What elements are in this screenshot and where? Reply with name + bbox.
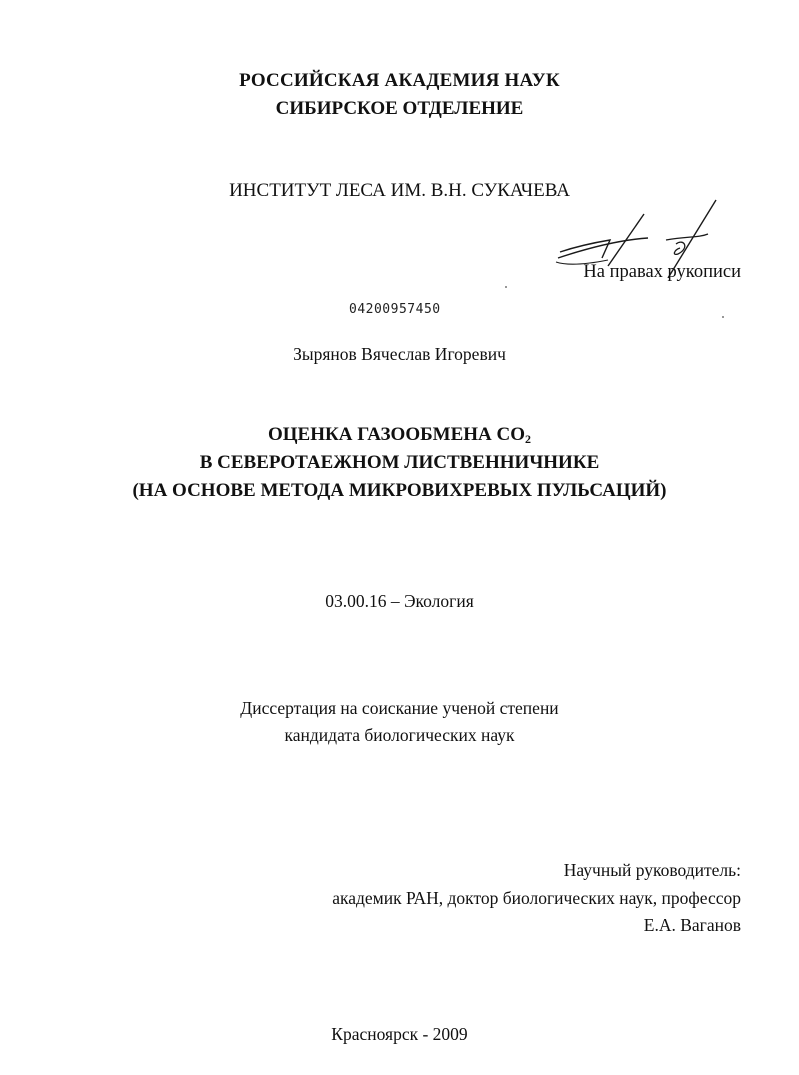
supervisor-title: академик РАН, доктор биологических наук, профессор xyxy=(332,888,741,908)
thesis-title-line-2: В СЕВЕРОТАЕЖНОМ ЛИСТВЕННИЧНИКЕ xyxy=(199,452,600,473)
dissertation-line-2: кандидата биологических наук xyxy=(284,725,515,745)
thesis-title-line-1 xyxy=(0,424,799,447)
author-name: Зырянов Вячеслав Игоревич xyxy=(293,344,506,364)
supervisor-label: Научный руководитель: xyxy=(563,860,741,880)
branch-heading: СИБИРСКОЕ ОТДЕЛЕНИЕ xyxy=(275,98,524,119)
institute-name: ИНСТИТУТ ЛЕСА ИМ. В.Н. СУКАЧЕВА xyxy=(229,180,570,201)
dissertation-line-1: Диссертация на соискание ученой степени xyxy=(240,698,559,718)
scan-speck xyxy=(505,286,507,288)
thesis-title-line-3: (НА ОСНОВЕ МЕТОДА МИКРОВИХРЕВЫХ ПУЛЬСАЦИЙ) xyxy=(132,480,667,501)
scan-speck xyxy=(722,316,724,318)
city-year: Красноярск - 2009 xyxy=(331,1024,468,1044)
specialty-code: 03.00.16 – Экология xyxy=(325,591,474,611)
academy-heading: РОССИЙСКАЯ АКАДЕМИЯ НАУК xyxy=(239,70,560,91)
manuscript-note: На правах рукописи xyxy=(583,262,741,282)
registration-number: 04200957450 xyxy=(349,302,441,317)
title-line-1-subscript: 2 xyxy=(525,432,532,446)
title-line-1-text: ОЦЕНКА ГАЗООБМЕНА СО xyxy=(267,424,526,445)
supervisor-name: Е.А. Ваганов xyxy=(643,915,741,935)
